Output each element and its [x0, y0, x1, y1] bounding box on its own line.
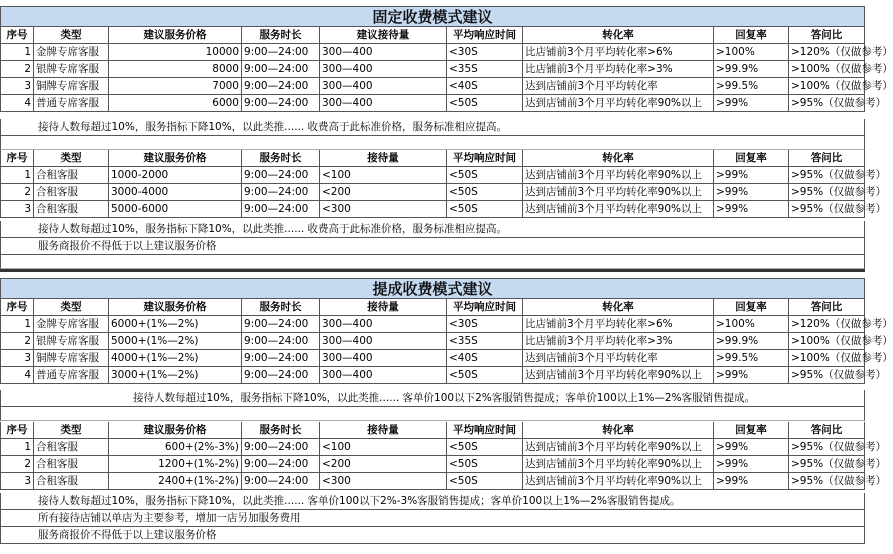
cell-col-type: 合租客服 [34, 184, 109, 201]
cell-col-type: 合租客服 [34, 201, 109, 218]
cell-col-conversion: 达到店铺前3个月平均转化率 [523, 350, 714, 367]
table-row [0, 184, 887, 201]
cell-col-reply: >99% [714, 456, 789, 473]
cell-col-price: 6000+(1%—2%) [109, 316, 242, 333]
fixed-section-title: 固定收费模式建议 [0, 6, 865, 27]
cell-col-conversion: 比店铺前3个月平均转化率>3% [523, 333, 714, 350]
cell-col-conversion: 达到店铺前3个月平均转化率90%以上 [523, 473, 714, 490]
cell-col-response: <35S [447, 333, 523, 350]
cell-col-hours: 9:00—24:00 [242, 473, 320, 490]
cell-col-reply: >99.9% [714, 333, 789, 350]
cell-col-volume: <200 [320, 184, 447, 201]
cell-col-volume: <100 [320, 167, 447, 184]
cell-col-index: 3 [0, 473, 34, 490]
cell-col-price: 4000+(1%—2%) [109, 350, 242, 367]
cell-col-ratio: >95%（仅做参考） [789, 439, 865, 456]
cell-col-index: 2 [0, 184, 34, 201]
table-row [0, 439, 887, 456]
cell-col-hours: 9:00—24:00 [242, 439, 320, 456]
cell-col-reply: >99% [714, 201, 789, 218]
table-row [0, 473, 887, 490]
header-col-index: 序号 [0, 299, 34, 316]
cell-col-hours: 9:00—24:00 [242, 44, 320, 61]
table-header-row [0, 27, 865, 44]
header-col-conversion: 转化率 [523, 422, 714, 439]
fixed-shared-note-2: 服务商报价不得低于以上建议服务价格 [0, 238, 865, 255]
cell-col-price: 2400+(1%-2%) [109, 473, 242, 490]
cell-col-response: <50S [447, 95, 523, 112]
cell-col-volume: <100 [320, 439, 447, 456]
cell-col-index: 2 [0, 61, 34, 78]
header-col-conversion: 转化率 [523, 150, 714, 167]
cell-col-index: 4 [0, 367, 34, 384]
cell-col-ratio: >100%（仅做参考） [789, 78, 865, 95]
header-col-reply: 回复率 [714, 422, 789, 439]
cell-col-ratio: >95%（仅做参考） [789, 95, 865, 112]
header-col-type: 类型 [34, 27, 109, 44]
cell-col-conversion: 达到店铺前3个月平均转化率 [523, 78, 714, 95]
cell-col-response: <30S [447, 44, 523, 61]
cell-col-hours: 9:00—24:00 [242, 78, 320, 95]
cell-col-ratio: >100%（仅做参考） [789, 350, 865, 367]
table-row [0, 367, 887, 384]
cell-col-volume: 300—400 [320, 350, 447, 367]
cell-col-ratio: >95%（仅做参考） [789, 367, 865, 384]
cell-col-ratio: >100%（仅做参考） [789, 61, 865, 78]
cell-col-volume: <300 [320, 473, 447, 490]
cell-col-hours: 9:00—24:00 [242, 333, 320, 350]
cell-col-conversion: 达到店铺前3个月平均转化率90%以上 [523, 95, 714, 112]
cell-col-type: 普通专席客服 [34, 367, 109, 384]
header-col-index: 序号 [0, 422, 34, 439]
cell-col-conversion: 达到店铺前3个月平均转化率90%以上 [523, 439, 714, 456]
header-col-response: 平均响应时间 [447, 150, 523, 167]
header-col-type: 类型 [34, 150, 109, 167]
blank-row [0, 255, 865, 269]
cell-col-conversion: 达到店铺前3个月平均转化率90%以上 [523, 456, 714, 473]
cell-col-ratio: >95%（仅做参考） [789, 184, 865, 201]
cell-col-conversion: 比店铺前3个月平均转化率>3% [523, 61, 714, 78]
cell-col-index: 1 [0, 439, 34, 456]
cell-col-price: 3000+(1%—2%) [109, 367, 242, 384]
blank-row [0, 407, 865, 421]
cell-col-conversion: 达到店铺前3个月平均转化率90%以上 [523, 167, 714, 184]
cell-col-volume: 300—400 [320, 367, 447, 384]
cell-col-reply: >99% [714, 167, 789, 184]
cell-col-volume: 300—400 [320, 78, 447, 95]
table-row [0, 456, 887, 473]
cell-col-index: 1 [0, 316, 34, 333]
header-col-response: 平均响应时间 [447, 422, 523, 439]
header-col-price: 建议服务价格 [109, 150, 242, 167]
cell-col-reply: >99.9% [714, 61, 789, 78]
commission-section-title: 提成收费模式建议 [0, 278, 865, 299]
cell-col-type: 合租客服 [34, 473, 109, 490]
cell-col-type: 合租客服 [34, 439, 109, 456]
cell-col-ratio: >120%（仅做参考） [789, 316, 865, 333]
cell-col-price: 5000+(1%—2%) [109, 333, 242, 350]
header-col-ratio: 答问比 [789, 422, 865, 439]
table-row [0, 350, 893, 367]
cell-col-reply: >99.5% [714, 350, 789, 367]
cell-col-ratio: >95%（仅做参考） [789, 456, 865, 473]
cell-col-response: <50S [447, 167, 523, 184]
table-row [0, 61, 893, 78]
cell-col-hours: 9:00—24:00 [242, 95, 320, 112]
header-col-response: 平均响应时间 [447, 27, 523, 44]
cell-col-type: 银牌专席客服 [34, 333, 109, 350]
cell-col-ratio: >100%（仅做参考） [789, 333, 865, 350]
header-col-reply: 回复率 [714, 27, 789, 44]
commission-shared-note-2: 所有接待店铺以单店为主要参考，增加一店另加服务费用 [0, 510, 865, 527]
header-col-hours: 服务时长 [242, 299, 320, 316]
cell-col-response: <50S [447, 184, 523, 201]
cell-col-reply: >99% [714, 439, 789, 456]
header-col-ratio: 答问比 [789, 150, 865, 167]
header-col-conversion: 转化率 [523, 299, 714, 316]
cell-col-type: 合租客服 [34, 167, 109, 184]
header-col-volume: 接待量 [320, 422, 447, 439]
header-col-hours: 服务时长 [242, 422, 320, 439]
cell-col-response: <50S [447, 456, 523, 473]
cell-col-conversion: 达到店铺前3个月平均转化率90%以上 [523, 367, 714, 384]
cell-col-volume: 300—400 [320, 333, 447, 350]
cell-col-volume: 300—400 [320, 95, 447, 112]
header-col-response: 平均响应时间 [447, 299, 523, 316]
header-col-index: 序号 [0, 150, 34, 167]
commission-shared-note-1: 接待人数每超过10%，服务指标下降10%，以此类推...... 客单价100以下2%-3%客服销售提成；客单价100以上1%—2%客服销售提成。 [0, 493, 865, 510]
table-row [0, 333, 893, 350]
cell-col-reply: >100% [714, 316, 789, 333]
cell-col-index: 2 [0, 456, 34, 473]
header-col-hours: 服务时长 [242, 27, 320, 44]
cell-col-price: 7000 [109, 78, 242, 95]
header-col-reply: 回复率 [714, 150, 789, 167]
cell-col-index: 2 [0, 333, 34, 350]
cell-col-index: 3 [0, 78, 34, 95]
header-col-ratio: 答问比 [789, 299, 865, 316]
cell-col-price: 5000-6000 [109, 201, 242, 218]
cell-col-response: <35S [447, 61, 523, 78]
section-divider [0, 269, 865, 272]
cell-col-response: <40S [447, 350, 523, 367]
table-row [0, 316, 893, 333]
table-row [0, 44, 893, 61]
cell-col-price: 1200+(1%-2%) [109, 456, 242, 473]
cell-col-price: 8000 [109, 61, 242, 78]
cell-col-response: <40S [447, 78, 523, 95]
cell-col-conversion: 达到店铺前3个月平均转化率90%以上 [523, 184, 714, 201]
header-col-volume: 建议接待量 [320, 27, 447, 44]
cell-col-price: 600+(2%-3%) [109, 439, 242, 456]
cell-col-hours: 9:00—24:00 [242, 61, 320, 78]
table-row [0, 167, 887, 184]
cell-col-price: 3000-4000 [109, 184, 242, 201]
cell-col-hours: 9:00—24:00 [242, 201, 320, 218]
cell-col-price: 6000 [109, 95, 242, 112]
cell-col-volume: 300—400 [320, 316, 447, 333]
cell-col-index: 1 [0, 44, 34, 61]
cell-col-type: 银牌专席客服 [34, 61, 109, 78]
cell-col-type: 铜牌专席客服 [34, 350, 109, 367]
cell-col-price: 10000 [109, 44, 242, 61]
header-col-reply: 回复率 [714, 299, 789, 316]
header-col-conversion: 转化率 [523, 27, 714, 44]
table-header-row [0, 299, 865, 316]
header-col-volume: 接待量 [320, 150, 447, 167]
cell-col-hours: 9:00—24:00 [242, 184, 320, 201]
cell-col-reply: >99% [714, 367, 789, 384]
table-row [0, 95, 887, 112]
cell-col-volume: 300—400 [320, 44, 447, 61]
cell-col-volume: <300 [320, 201, 447, 218]
header-col-volume: 接待量 [320, 299, 447, 316]
cell-col-hours: 9:00—24:00 [242, 350, 320, 367]
cell-col-volume: 300—400 [320, 61, 447, 78]
fixed-note: 接待人数每超过10%，服务指标下降10%，以此类推...... 收费高于此标准价格，服务标准相应提高。 [0, 119, 865, 136]
table-row [0, 201, 887, 218]
header-col-price: 建议服务价格 [109, 299, 242, 316]
cell-col-hours: 9:00—24:00 [242, 367, 320, 384]
cell-col-reply: >99% [714, 473, 789, 490]
cell-col-ratio: >95%（仅做参考） [789, 473, 865, 490]
fixed-shared-note-1: 接待人数每超过10%，服务指标下降10%，以此类推...... 收费高于此标准价格，服务标准相应提高。 [0, 221, 865, 238]
cell-col-type: 合租客服 [34, 456, 109, 473]
cell-col-type: 铜牌专席客服 [34, 78, 109, 95]
header-col-type: 类型 [34, 299, 109, 316]
table-row [0, 78, 893, 95]
cell-col-ratio: >95%（仅做参考） [789, 167, 865, 184]
cell-col-volume: <200 [320, 456, 447, 473]
cell-col-reply: >100% [714, 44, 789, 61]
table-header-row [0, 422, 865, 439]
cell-col-response: <50S [447, 367, 523, 384]
commission-note: 接待人数每超过10%，服务指标下降10%，以此类推...... 客单价100以下2%客服销售提成；客单价100以上1%—2%客服销售提成。 [0, 390, 865, 407]
table-header-row [0, 150, 865, 167]
cell-col-response: <50S [447, 201, 523, 218]
cell-col-price: 1000-2000 [109, 167, 242, 184]
cell-col-hours: 9:00—24:00 [242, 456, 320, 473]
cell-col-type: 普通专席客服 [34, 95, 109, 112]
cell-col-index: 3 [0, 201, 34, 218]
cell-col-reply: >99.5% [714, 78, 789, 95]
cell-col-index: 1 [0, 167, 34, 184]
cell-col-reply: >99% [714, 95, 789, 112]
cell-col-type: 金牌专席客服 [34, 44, 109, 61]
header-col-type: 类型 [34, 422, 109, 439]
cell-col-conversion: 达到店铺前3个月平均转化率90%以上 [523, 201, 714, 218]
header-col-ratio: 答问比 [789, 27, 865, 44]
header-col-hours: 服务时长 [242, 150, 320, 167]
cell-col-ratio: >95%（仅做参考） [789, 201, 865, 218]
cell-col-index: 4 [0, 95, 34, 112]
cell-col-hours: 9:00—24:00 [242, 167, 320, 184]
blank-row [0, 136, 865, 150]
header-col-index: 序号 [0, 27, 34, 44]
header-col-price: 建议服务价格 [109, 27, 242, 44]
cell-col-response: <50S [447, 439, 523, 456]
cell-col-conversion: 比店铺前3个月平均转化率>6% [523, 44, 714, 61]
cell-col-conversion: 比店铺前3个月平均转化率>6% [523, 316, 714, 333]
cell-col-ratio: >120%（仅做参考） [789, 44, 865, 61]
cell-col-index: 3 [0, 350, 34, 367]
cell-col-response: <30S [447, 316, 523, 333]
cell-col-hours: 9:00—24:00 [242, 316, 320, 333]
cell-col-reply: >99% [714, 184, 789, 201]
header-col-price: 建议服务价格 [109, 422, 242, 439]
cell-col-response: <50S [447, 473, 523, 490]
commission-shared-note-3: 服务商报价不得低于以上建议服务价格 [0, 527, 865, 544]
cell-col-type: 金牌专席客服 [34, 316, 109, 333]
